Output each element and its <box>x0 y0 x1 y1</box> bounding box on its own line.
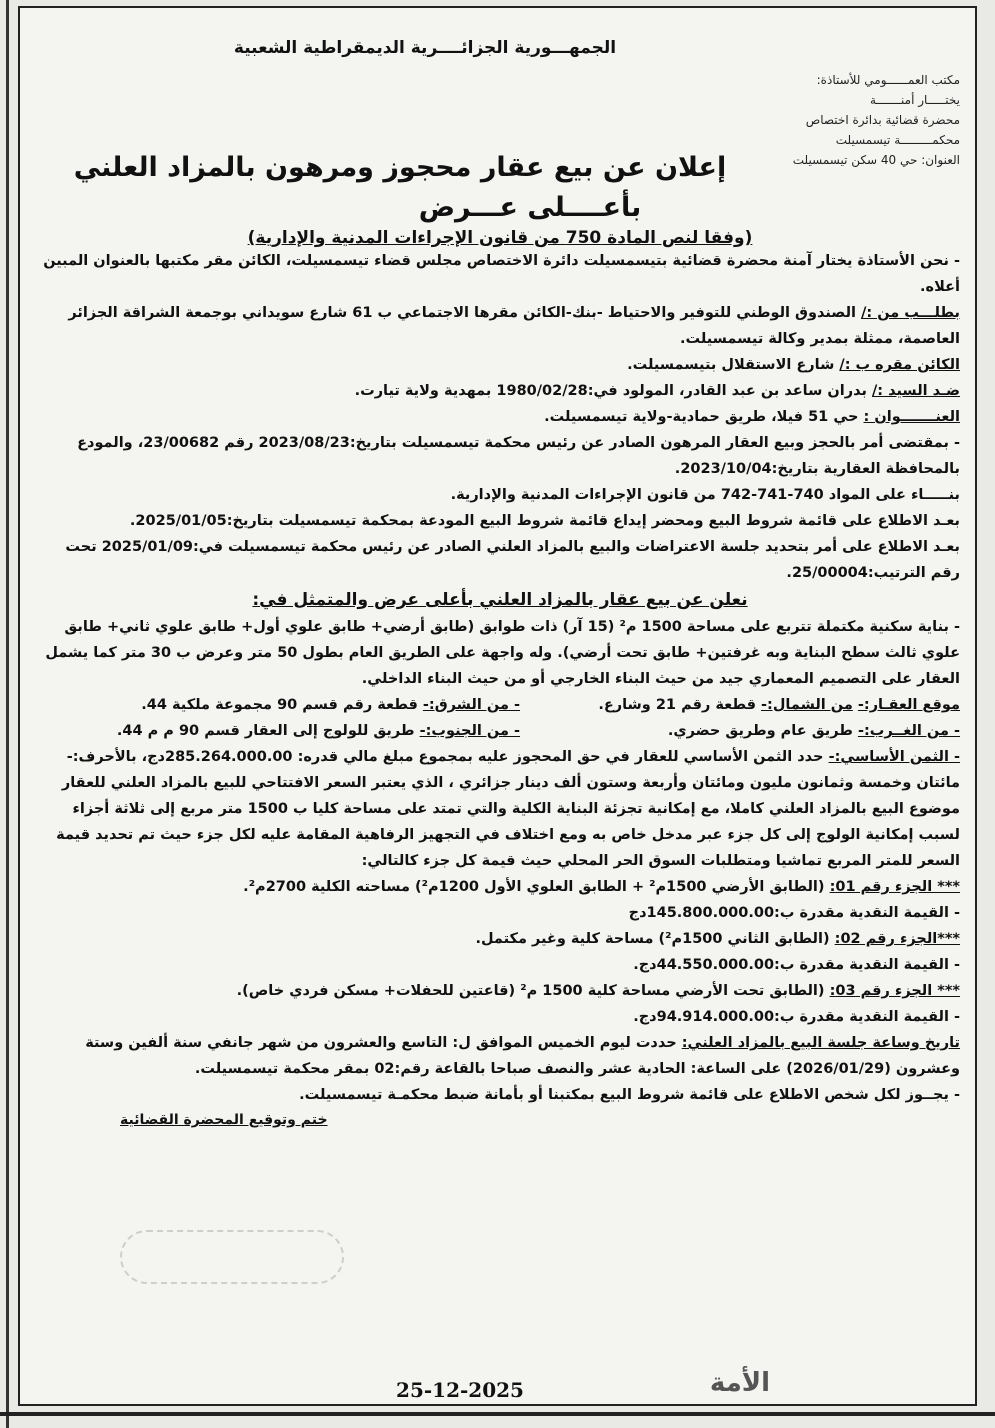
west-label: - من الغــرب:- <box>857 723 960 739</box>
office-line: يختـــــار أمنـــــــة <box>870 93 960 107</box>
part-label: *** الجزء رقم 01: <box>829 879 960 895</box>
price-paragraph <box>40 744 960 874</box>
location-east <box>141 692 520 718</box>
price-label: - الثمن الأساسي:- <box>828 749 960 765</box>
address-paragraph <box>40 404 960 430</box>
part-text: (الطابق الأرضي 1500م² + الطابق العلوي الأول 1200م²) مساحته الكلية 2700م². <box>243 879 830 895</box>
part-value: - القيمة النقدية مقدرة ب:145.800.000.00دج <box>628 905 960 921</box>
part-2 <box>40 926 960 952</box>
office-block <box>745 70 960 170</box>
location-south <box>117 718 520 744</box>
bottom-border-rule <box>0 1412 995 1416</box>
left-border-rule <box>6 0 9 1428</box>
republic-heading: الجمهـــورية الجزائــــرية الديمقراطية الشعبية <box>233 38 617 58</box>
location-label: موقع العقـار:- <box>857 697 960 713</box>
review-paragraph: بعـد الاطلاع على أمر بتحديد جلسة الاعتراضات والبيع بالمزاد العلني الصادر عن رئيس محكمة تيسمسيلت في:2025/01/09 تحت رقم الترتيب:25/00004. <box>65 539 960 581</box>
seat-text: شارع الاستقلال بتيسمسيلت. <box>627 357 840 373</box>
part-label: ***الجزء رقم 02: <box>834 931 960 947</box>
stamp-mark <box>120 1230 344 1284</box>
session-paragraph <box>40 1030 960 1082</box>
requester-label: بطلـــب من :/ <box>861 305 960 321</box>
signature-line: ختم وتوقيع المحضرة القضائية <box>120 1112 328 1128</box>
against-paragraph <box>40 378 960 404</box>
east-text: قطعة رقم قسم 90 مجموعة ملكية 44. <box>141 697 423 713</box>
north-label: من الشمال:- <box>761 697 853 713</box>
notice-title: إعلان عن بيع عقار محجوز ومرهون بالمزاد العلني <box>73 152 727 183</box>
seat-label: الكائن مقره ب :/ <box>839 357 960 373</box>
part-text: (الطابق الثاني 1500م²) مساحة كلية وغير مكتمل. <box>475 931 835 947</box>
part-text: (الطابق تحت الأرضي مساحة كلية 1500 م² (قاعتين للحفلات+ مسكن فردي خاص). <box>236 983 830 999</box>
east-label: - من الشرق:- <box>422 697 520 713</box>
south-text: طريق للولوج إلى العقار قسم 90 م م 44. <box>116 723 420 739</box>
address-text: حي 51 فيلا، طريق حمادية-ولاية تيسمسيلت. <box>544 409 864 425</box>
seat-paragraph <box>40 352 960 378</box>
based-on-paragraph: بنـــــاء على المواد 740-741-742 من قانون الإجراءات المدنية والإدارية. <box>450 487 960 503</box>
session-text: حددت ليوم الخميس الموافق ل: التاسع والعشرون من شهر جانفي سنة ألفين وستة وعشرون (2026/01/29) على الساعة: الحادية عشر والنصف صباحا بالقاعة رقم:02 بمقر محكمة تيسمسيلت. <box>85 1035 960 1077</box>
location-row <box>40 718 960 744</box>
part-3 <box>40 978 960 1004</box>
intro-paragraph: - نحن الأستاذة يختار آمنة محضرة قضائية بتيسمسيلت دائرة الاختصاص مجلس قضاء تيسمسيلت، الكائن مقر مكتبها بالعنوان المبين أعلاه. <box>43 253 960 295</box>
consult-paragraph: - يجــوز لكل شخص الاطلاع على قائمة شروط البيع بمكتبنا أو بأمانة ضبط محكمـة تيسمسيلت. <box>299 1087 960 1103</box>
requester-text: الصندوق الوطني للتوفير والاحتياط -بنك-الكائن مقرها الاجتماعي ب 61 شارع سويداني بوجمعة الشراقة الجزائر العاصمة، ممثلة بمدير وكالة تيسمسيلت. <box>68 305 960 347</box>
against-label: ضـد السيد :/ <box>872 383 960 399</box>
newspaper-logo: الأمة <box>709 1368 771 1398</box>
against-text: بدران ساعد بن عبد القادر، المولود في:1980/02/28 بمهدية ولاية تيارت. <box>354 383 872 399</box>
office-line: محكمـــــــــة تيسمسيلت <box>835 133 960 147</box>
announce-heading: نعلن عن بيع عقار بالمزاد العلني بأعلى عرض والمتمثل في: <box>252 590 748 610</box>
requester-paragraph <box>40 300 960 352</box>
session-label: تاريخ وساعة جلسة البيع بالمزاد العلني: <box>681 1035 960 1051</box>
publication-date: 25-12-2025 <box>396 1378 524 1402</box>
west-text: طريق عام وطريق حضري. <box>667 723 858 739</box>
order-paragraph: - بمقتضى أمر بالحجز وبيع العقار المرهون الصادر عن رئيس محكمة تيسمسيلت بتاريخ:2023/08/23 رقم 23/00682، والمودع بالمحافظة العقارية بتاريخ:2023/10/04. <box>77 435 960 477</box>
south-label: - من الجنوب:- <box>419 723 520 739</box>
location-west <box>520 718 960 744</box>
legal-reference: (وفقا لنص المادة 750 من قانون الإجراءات المدنية والإدارية) <box>247 228 753 248</box>
office-line: محضرة قضائية بدائرة اختصاص <box>805 113 960 127</box>
location-north <box>520 692 960 718</box>
part-value: - القيمة النقدية مقدرة ب:94.914.000.00دج. <box>633 1009 960 1025</box>
property-description: - بناية سكنية مكتملة تتربع على مساحة 1500 م² (15 آر) ذات طوابق (طابق أرضي+ طابق علوي أول+ طابق علوي ثاني+ طابق علوي ثالث سطح البناية وبه غرفتين+ طابق تحت أرضي). وله واجهة على الطريق العام بطول 50 متر وعرض ب 30 متر كما يشمل العقار على التصميم المعماري جيد من حيث البناء الخارجي أو من حيث البناء الداخلي. <box>45 619 960 687</box>
office-line: العنوان: حي 40 سكن تيسمسيلت <box>792 153 960 167</box>
north-text: قطعة رقم 21 وشارع. <box>598 697 761 713</box>
part-label: *** الجزء رقم 03: <box>829 983 960 999</box>
notice-content <box>40 30 960 1128</box>
address-label: العنـــــــوان : <box>863 409 960 425</box>
location-row <box>40 692 960 718</box>
notice-subtitle: بأعــــلى عـــرض <box>418 192 642 223</box>
part-1 <box>40 874 960 900</box>
office-line: مكتب العمــــــومي للأستاذة: <box>816 73 960 87</box>
review-paragraph: بعـد الاطلاع على قائمة شروط البيع ومحضر إيداع قائمة شروط البيع المودعة بمحكمة تيسمسيلت بتاريخ:2025/01/05. <box>129 513 960 529</box>
part-value: - القيمة النقدية مقدرة ب:44.550.000.00دج. <box>633 957 960 973</box>
price-text: حدد الثمن الأساسي للعقار في حق المحجوز عليه بمجموع مبلغ مالي قدره: 285.264.000.00دج، بالأحرف:- مائتان وخمسة وثمانون مليون ومائتان وأربعة وستون ألف دينار جزائري ، الذي يعتبر السعر الافتتاحي للبيع بالمزاد العلني للعقار موضوع البيع بالمزاد العلني كاملا، مع إمكانية تجزئة البناية الكلية والتي تمتد على مساحة كليا ب 1500 متر مربع إلى ثلاثة أجزاء لسبب إمكانية الولوج إلى كل جزء عبر مدخل خاص به ومع اختلاف في التجهيز الرفاهية المقامة عليه لكل جزء حيث تم تحديد قيمة السعر للمتر المربع تماشيا ومتطلبات السوق الحر المحلي حيث قيمة كل جزء كالتالي: <box>56 749 960 869</box>
